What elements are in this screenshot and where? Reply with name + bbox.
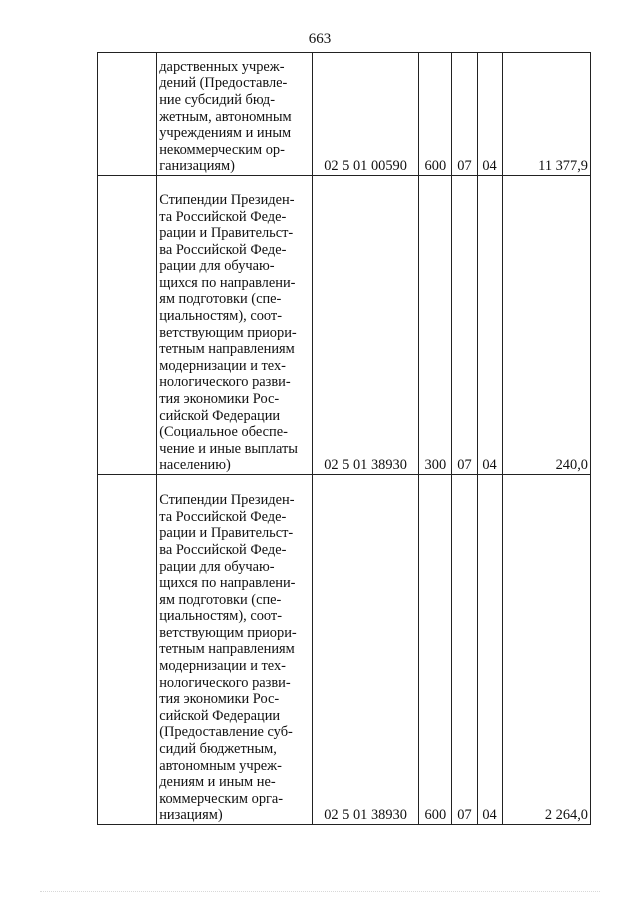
scan-artifact-line — [40, 891, 600, 892]
expense-type-cell: 600 — [419, 53, 452, 176]
budget-table — [97, 52, 591, 825]
target-code-cell: 02 5 01 38930 — [312, 176, 418, 475]
expense-type-cell: 300 — [419, 176, 452, 475]
page-number: 663 — [308, 31, 332, 47]
section-cell: 07 — [452, 53, 477, 176]
item-name-cell: Стипендии Президен- та Российской Феде- рации и Правительст- ва Российской Феде- рации для обучаю- щихся по направлени- ям подготовки (спе- циальностям), соот- ветствующим приори- тетным направлениям модернизации и тех- нологического разви- тия экономики Рос- сийской Федерации (Предоставление суб- сидий бюджетным, автономным учреж- дениям и иным не- коммерческим орга- низациям) — [157, 475, 313, 825]
amount-cell: 2 264,0 — [502, 475, 590, 825]
table-row — [98, 53, 591, 176]
section-cell: 07 — [452, 475, 477, 825]
amount-cell: 11 377,9 — [502, 53, 590, 176]
table-row — [98, 475, 591, 825]
blank-cell — [98, 176, 157, 475]
item-name-cell: дарственных учреж- дений (Предоставле- ние субсидий бюд- жетным, автономным учреждениям и иным некоммерческим ор- ганизациям) — [157, 53, 313, 176]
blank-cell — [98, 475, 157, 825]
item-name-cell: Стипендии Президен- та Российской Феде- рации и Правительст- ва Российской Феде- рации для обучаю- щихся по направлени- ям подготовки (спе- циальностям), соот- ветствующим приори- тетным направлениям модернизации и тех- нологического разви- тия экономики Рос- сийской Федерации (Социальное обеспе- чение и иные выплаты населению) — [157, 176, 313, 475]
subsection-cell: 04 — [477, 475, 502, 825]
expense-type-cell: 600 — [419, 475, 452, 825]
target-code-cell: 02 5 01 38930 — [312, 475, 418, 825]
subsection-cell: 04 — [477, 176, 502, 475]
target-code-cell: 02 5 01 00590 — [312, 53, 418, 176]
budget-table-body — [98, 53, 591, 825]
subsection-cell: 04 — [477, 53, 502, 176]
blank-cell — [98, 53, 157, 176]
table-row — [98, 176, 591, 475]
amount-cell: 240,0 — [502, 176, 590, 475]
section-cell: 07 — [452, 176, 477, 475]
